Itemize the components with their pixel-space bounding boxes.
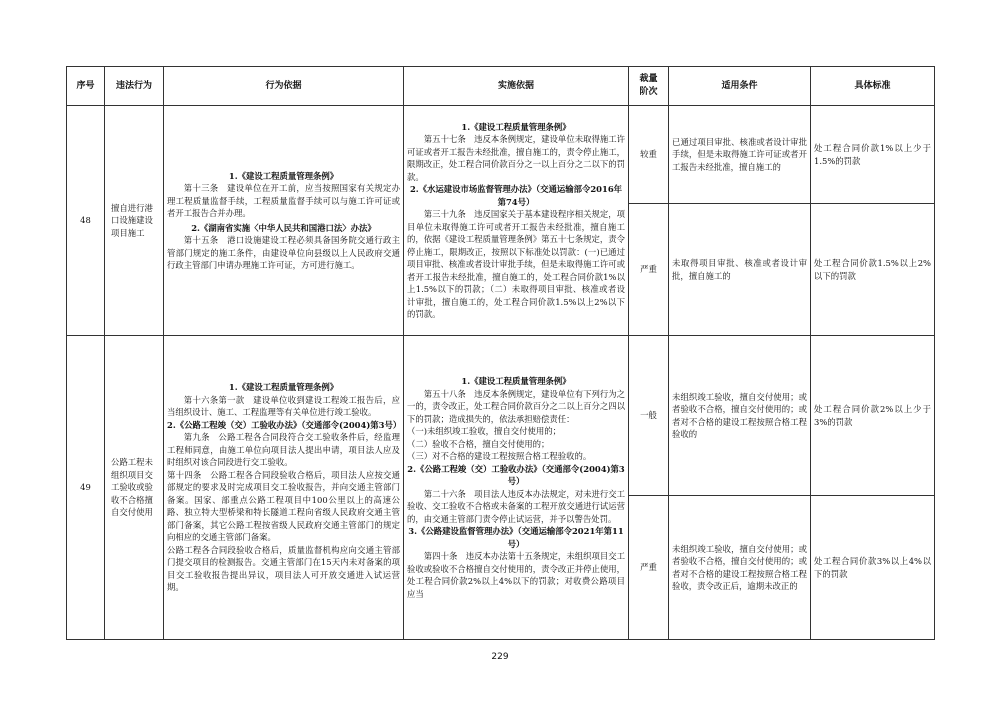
- discretion-level: 一般: [629, 336, 669, 496]
- table-row: [67, 336, 935, 496]
- law-title: 2.《公路工程竣（交）工验收办法》（交通部令(2004)第3号）: [167, 419, 402, 430]
- implementation-basis-cell: [404, 336, 629, 640]
- specific-standard: 处工程合同价款1.5%以上2%以下的罚款: [811, 204, 935, 336]
- implementation-basis-cell: [404, 106, 629, 336]
- table-row: [67, 106, 935, 204]
- row-number: 48: [67, 106, 105, 336]
- violation-act: 公路工程未组织项目交工验收或验收不合格擅自交付使用: [105, 336, 164, 640]
- specific-standard: 处工程合同价款2%以上少于3%的罚款: [811, 336, 935, 496]
- law-title: 1.《建设工程质量管理条例》: [228, 382, 339, 393]
- header-level: 裁量 阶次: [629, 67, 669, 106]
- law-article: 第五十八条 违反本条例规定，建设单位有下列行为之一的，责令改正，处工程合同价款百分之二以上百分之四以下的罚款；造成损失的，依法承担赔偿责任： （一)未组织竣工验收，擅自交付使用的； （二）验收不合格，擅自交付使用的； （三）对不合格的建设工程按照合格工程验收的。: [407, 388, 625, 461]
- header-act: 违法行为: [105, 67, 164, 106]
- header-row: [67, 67, 935, 106]
- law-article: 第十五条 港口设施建设工程必须具备国务院交通行政主管部门规定的施工条件，由建设单位向县级以上人民政府交通行政主管部门申请办理施工许可证，方可进行施工。: [167, 235, 400, 270]
- law-title: 1.《建设工程质量管理条例》: [461, 376, 571, 386]
- law-article: 第九条 公路工程各合同段符合交工验收条件后，经监理工程师同意，由施工单位向项目法人提出申请，项目法人应及时组织对该合同段进行交工验收。 第十四条 公路工程各合同段验收合格后，项目法人应按交通部规定的要求及时完成项目交工验收报告，并向交通主管部门备案。国家、部重点公路工程项目中100公里以上的高速公路、独立特大型桥梁和特长隧道工程向省级人民政府交通主管部门备案，其它公路工程按省级人民政府交通主管部门的规定向相应的交通主管部门备案。 公路工程各合同段验收合格后，质量监督机构应向交通主管部门提交项目的检测报告。交通主管部门在15天内未对备案的项目交工验收报告提出异议，项目法人可开放交通进入试运营期。: [167, 432, 400, 593]
- penalty-table: [66, 66, 935, 640]
- applicable-condition: 未取得项目审批、核准或者设计审批，擅自施工的: [669, 204, 811, 336]
- discretion-level: 严重: [629, 496, 669, 640]
- law-title: 2.《水运建设市场监督管理办法》（交通运输部令2016年第74号）: [409, 184, 623, 207]
- row-number: 49: [67, 336, 105, 640]
- law-article: 第十三条 建设单位在开工前，应当按照国家有关规定办理工程质量监督手续，工程质量监督手续可以与施工许可证或者开工报告合并办理。: [167, 183, 400, 218]
- behavior-basis-cell: [164, 106, 404, 336]
- violation-act: 擅自进行港口设施建设项目施工: [105, 106, 164, 336]
- applicable-condition: 未组织竣工验收，擅自交付使用；或者验收不合格，擅自交付使用的；或者对不合格的建设工程按照合格工程验收，责令改正后，逾期未改正的: [669, 496, 811, 640]
- discretion-level: 较重: [629, 106, 669, 204]
- specific-standard: 处工程合同价款3%以上4%以下的罚款: [811, 496, 935, 640]
- header-no: 序号: [67, 67, 105, 106]
- header-cond: 适用条件: [669, 67, 811, 106]
- law-article: 第十六条第一款 建设单位收到建设工程竣工报告后，应当组织设计、施工、工程监理等有关单位进行竣工验收。: [167, 394, 400, 418]
- behavior-basis-cell: [164, 336, 404, 640]
- law-article: 第五十七条 违反本条例规定，建设单位未取得施工许可证或者开工报告未经批准，擅自施工的，责令停止施工，限期改正，处工程合同价款百分之一以上百分之二以下的罚款。: [407, 134, 625, 182]
- law-article: 第四十条 违反本办法第十五条规定，未组织项目交工验收或验收不合格擅自交付使用的，责令改正并停止使用，处工程合同价款2%以上4%以下的罚款；对收费公路项目应当: [407, 551, 625, 599]
- header-impl: 实施依据: [404, 67, 629, 106]
- header-std: 具体标准: [811, 67, 935, 106]
- page-number: 229: [491, 652, 509, 662]
- discretion-level: 严重: [629, 204, 669, 336]
- law-title: 1.《建设工程质量管理条例》: [228, 170, 339, 181]
- law-title: 3.《公路建设监督管理办法》（交通运输部令2021年第11号）: [408, 526, 624, 549]
- header-basis: 行为依据: [164, 67, 404, 106]
- law-article: 第三十九条 违反国家关于基本建设程序相关规定，项目单位未取得施工许可或者开工报告未经批准，擅自施工的，依据《建设工程质量管理条例》第五十七条规定，责令停止施工，限期改正，按照以下标准处以罚款：(一)已通过项目审批、核准或者设计审批手续，但是未取得施工许可或者开工报告未经批准，擅自施工的，处工程合同价款1%以上1.5%以下的罚款；（二）未取得项目审批、核准或者设计审批，擅自施工的，处工程合同价款1.5%以上2%以下的罚款。: [407, 209, 625, 319]
- applicable-condition: 已通过项目审批、核准或者设计审批手续，但是未取得施工许可证或者开工报告未经批准，擅自施工的: [669, 106, 811, 204]
- applicable-condition: 未组织竣工验收，擅自交付使用；或者验收不合格，擅自交付使用的；或者对不合格的建设工程按照合格工程验收的: [669, 336, 811, 496]
- law-title: 2.《湖南省实施〈中华人民共和国港口法〉办法》: [191, 222, 376, 233]
- law-article: 第二十六条 项目法人违反本办法规定，对未进行交工验收、交工验收不合格或未备案的工程开放交通进行试运营的，由交通主管部门责令停止试运营，并予以警告处罚。: [407, 488, 625, 524]
- specific-standard: 处工程合同价款1%以上少于1.5%的罚款: [811, 106, 935, 204]
- law-title: 1.《建设工程质量管理条例》: [461, 121, 571, 132]
- law-title: 2.《公路工程竣（交）工验收办法》（交通部令(2004)第3号）: [407, 463, 625, 486]
